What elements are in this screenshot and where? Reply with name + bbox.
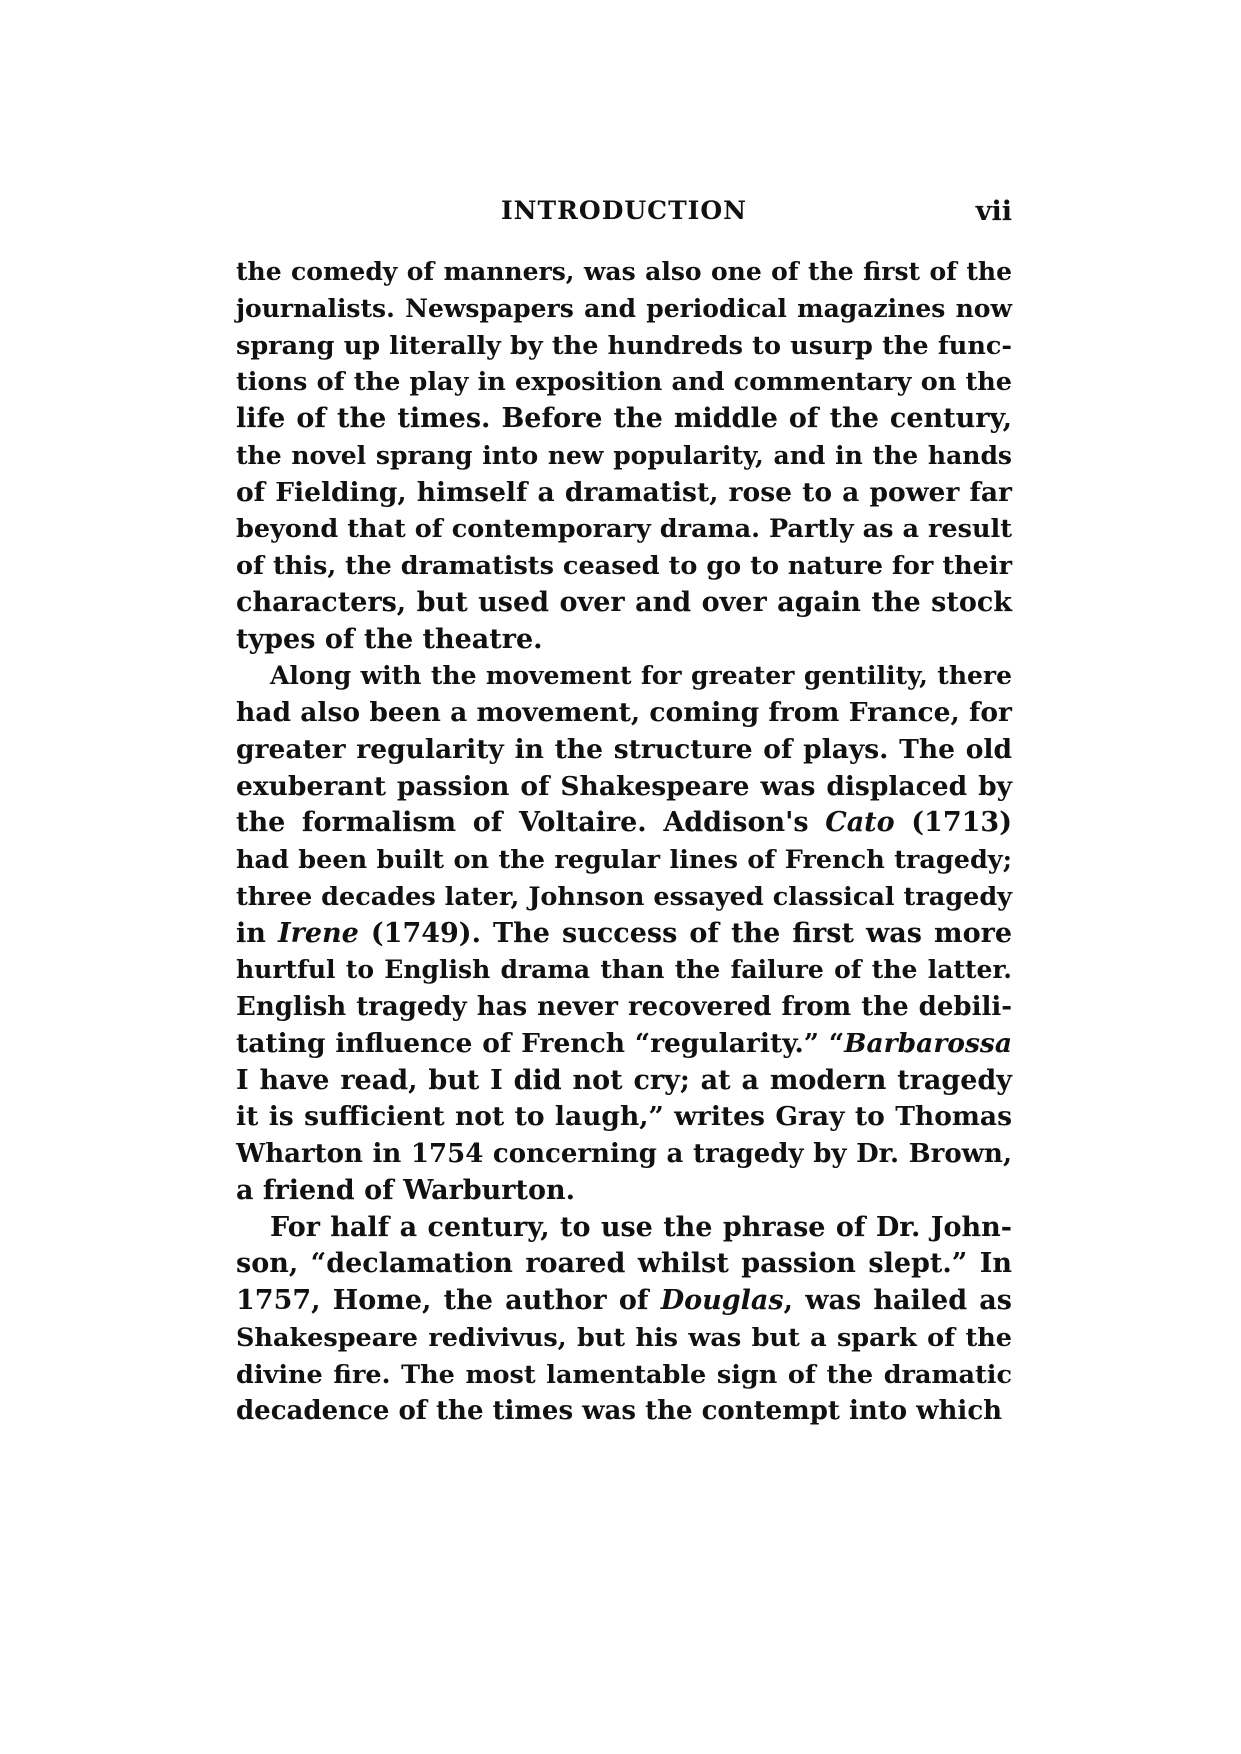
text-run: had been built on the regular lines of French tragedy; (236, 845, 1012, 875)
text-line (236, 1283, 1012, 1320)
italic-title: Barbarossa (844, 1027, 1012, 1059)
text-run: divine fire. The most lamentable sign of the dramatic (236, 1359, 1012, 1390)
text-line (236, 1099, 1012, 1136)
text-line (236, 732, 1012, 769)
text-line (236, 401, 1012, 438)
text-line (236, 916, 1012, 953)
text-run: 1757, Home, the author of (236, 1285, 661, 1316)
text-line (236, 511, 1012, 548)
text-line (236, 548, 1012, 585)
text-line (236, 1063, 1012, 1100)
text-run: tions of the play in exposition and commentary on the (236, 367, 1012, 398)
text-run: the novel sprang into new popularity, and in the hands (236, 440, 1012, 470)
text-run: I have read, but I did not cry; at a modern tragedy (236, 1064, 1012, 1096)
text-line (236, 1393, 1012, 1430)
text-run: (1713) (894, 807, 1012, 839)
text-line (236, 879, 1012, 916)
text-run: the formalism of Voltaire. Addison's (236, 807, 826, 839)
text-run: (1749). The success of the first was more (358, 917, 1012, 949)
text-line (236, 438, 1012, 475)
italic-title: Douglas (660, 1285, 784, 1316)
text-line (236, 842, 1012, 879)
text-line (236, 805, 1012, 842)
text-run: greater regularity in the structure of plays. The old (236, 733, 1012, 765)
text-run: three decades later, Johnson essayed classical tragedy (236, 881, 1012, 912)
text-run: decadence of the times was the contempt into which (236, 1396, 1003, 1427)
text-run: tating influence of French “regularity.” “ (236, 1027, 845, 1059)
text-run: it is sufficient not to laugh,” writes Gray to Thomas (236, 1101, 1012, 1133)
text-line (236, 364, 1012, 401)
text-line (236, 769, 1012, 806)
text-run: journalists. Newspapers and periodical magazines now (236, 293, 1012, 323)
running-title: INTRODUCTION (500, 196, 747, 225)
text-run: Along with the movement for greater gentility, there (270, 661, 1012, 691)
page-number: vii (975, 196, 1012, 227)
text-run: life of the times. Before the middle of the century, (236, 403, 1012, 434)
text-run: beyond that of contemporary drama. Partly as a result (236, 514, 1012, 545)
text-run: For half a century, to use the phrase of Dr. John- (270, 1211, 1012, 1243)
text-run: exuberant passion of Shakespeare was displaced by (236, 770, 1012, 802)
text-line (236, 1246, 1012, 1283)
text-line (236, 328, 1012, 365)
text-line (236, 475, 1012, 512)
text-run: of Fielding, himself a dramatist, rose to a power far (236, 476, 1012, 508)
text-line (236, 1136, 1012, 1173)
text-run: of this, the dramatists ceased to go to nature for their (236, 551, 1012, 581)
body-text (236, 254, 1012, 1430)
text-run: sprang up literally by the hundreds to usurp the func- (236, 330, 1012, 361)
page-header (236, 196, 1012, 236)
text-run: had also been a movement, coming from France, for (236, 697, 1012, 728)
text-run: the comedy of manners, was also one of the first of the (236, 257, 1012, 286)
text-run: a friend of Warburton. (236, 1174, 576, 1206)
text-line (236, 1210, 1012, 1247)
text-line (236, 254, 1012, 291)
text-line (236, 1173, 1012, 1210)
text-run: types of the theatre. (236, 623, 543, 655)
italic-title: Irene (277, 917, 359, 949)
text-run: characters, but used over and over again the stock (236, 586, 1012, 618)
text-line (236, 658, 1012, 695)
text-line (236, 952, 1012, 989)
text-line (236, 585, 1012, 622)
text-run: son, “declamation roared whilst passion slept.” In (236, 1248, 1012, 1280)
text-run: hurtful to English drama than the failure of the latter. (236, 955, 1012, 985)
text-run: Wharton in 1754 concerning a tragedy by Dr. Brown, (236, 1139, 1012, 1169)
text-line (236, 1357, 1012, 1394)
text-line (236, 291, 1012, 328)
text-run: in (236, 917, 278, 949)
text-run: , was hailed as (783, 1285, 1012, 1316)
text-run: Shakespeare redivivus, but his was but a spark of the (236, 1322, 1012, 1353)
text-run: English tragedy has never recovered from the debili- (236, 992, 1012, 1022)
text-line (236, 989, 1012, 1026)
text-line (236, 1320, 1012, 1357)
text-line (236, 695, 1012, 732)
text-line (236, 1026, 1012, 1063)
italic-title: Cato (825, 807, 895, 839)
text-line (236, 622, 1012, 659)
